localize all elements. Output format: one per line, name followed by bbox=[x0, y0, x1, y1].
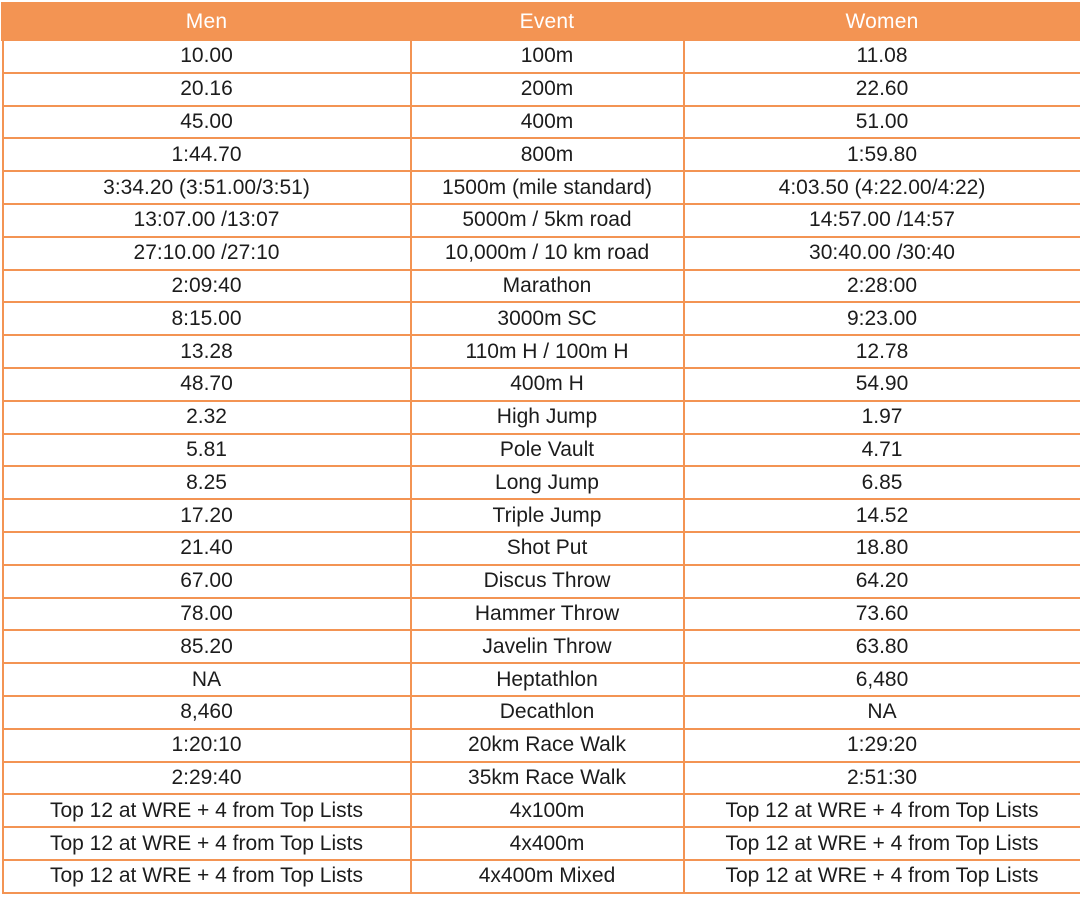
women-standard-cell: Top 12 at WRE + 4 from Top Lists bbox=[684, 794, 1080, 827]
header-event: Event bbox=[411, 4, 684, 40]
men-standard-cell: 20.16 bbox=[3, 73, 411, 106]
men-standard-cell: 8:15.00 bbox=[3, 302, 411, 335]
table-row bbox=[3, 270, 1080, 303]
event-name-cell: 400m bbox=[411, 106, 684, 139]
women-standard-cell: 4:03.50 (4:22.00/4:22) bbox=[684, 171, 1080, 204]
event-name-cell: 4x400m Mixed bbox=[411, 860, 684, 893]
women-standard-cell: 22.60 bbox=[684, 73, 1080, 106]
women-standard-cell: 1.97 bbox=[684, 401, 1080, 434]
men-standard-cell: 27:10.00 /27:10 bbox=[3, 237, 411, 270]
women-standard-cell: 6.85 bbox=[684, 466, 1080, 499]
men-standard-cell: 13:07.00 /13:07 bbox=[3, 204, 411, 237]
table-row bbox=[3, 532, 1080, 565]
event-name-cell: 200m bbox=[411, 73, 684, 106]
table-row bbox=[3, 827, 1080, 860]
men-standard-cell: 3:34.20 (3:51.00/3:51) bbox=[3, 171, 411, 204]
table-row bbox=[3, 466, 1080, 499]
table-row bbox=[3, 565, 1080, 598]
table-row bbox=[3, 630, 1080, 663]
men-standard-cell: 67.00 bbox=[3, 565, 411, 598]
event-name-cell: Javelin Throw bbox=[411, 630, 684, 663]
women-standard-cell: 14:57.00 /14:57 bbox=[684, 204, 1080, 237]
men-standard-cell: NA bbox=[3, 663, 411, 696]
event-name-cell: Shot Put bbox=[411, 532, 684, 565]
table-row bbox=[3, 171, 1080, 204]
event-name-cell: 5000m / 5km road bbox=[411, 204, 684, 237]
women-standard-cell: 63.80 bbox=[684, 630, 1080, 663]
event-name-cell: 20km Race Walk bbox=[411, 729, 684, 762]
men-standard-cell: 2:29:40 bbox=[3, 762, 411, 795]
table-row bbox=[3, 663, 1080, 696]
event-name-cell: Long Jump bbox=[411, 466, 684, 499]
table-row bbox=[3, 237, 1080, 270]
table-row bbox=[3, 696, 1080, 729]
women-standard-cell: 9:23.00 bbox=[684, 302, 1080, 335]
event-name-cell: 400m H bbox=[411, 368, 684, 401]
event-name-cell: 100m bbox=[411, 40, 684, 73]
women-standard-cell: 11.08 bbox=[684, 40, 1080, 73]
header-men: Men bbox=[3, 4, 411, 40]
women-standard-cell: 12.78 bbox=[684, 335, 1080, 368]
table-row bbox=[3, 401, 1080, 434]
table-row bbox=[3, 762, 1080, 795]
event-name-cell: Hammer Throw bbox=[411, 598, 684, 631]
women-standard-cell: 1:29:20 bbox=[684, 729, 1080, 762]
men-standard-cell: 5.81 bbox=[3, 434, 411, 467]
event-name-cell: 1500m (mile standard) bbox=[411, 171, 684, 204]
men-standard-cell: 78.00 bbox=[3, 598, 411, 631]
table-row bbox=[3, 335, 1080, 368]
table-row bbox=[3, 40, 1080, 73]
event-name-cell: 10,000m / 10 km road bbox=[411, 237, 684, 270]
men-standard-cell: 10.00 bbox=[3, 40, 411, 73]
men-standard-cell: 45.00 bbox=[3, 106, 411, 139]
table-row bbox=[3, 860, 1080, 893]
women-standard-cell: 14.52 bbox=[684, 499, 1080, 532]
table-row bbox=[3, 302, 1080, 335]
table-row bbox=[3, 368, 1080, 401]
men-standard-cell: 1:20:10 bbox=[3, 729, 411, 762]
women-standard-cell: 4.71 bbox=[684, 434, 1080, 467]
men-standard-cell: 2.32 bbox=[3, 401, 411, 434]
men-standard-cell: Top 12 at WRE + 4 from Top Lists bbox=[3, 827, 411, 860]
table-row bbox=[3, 106, 1080, 139]
table-row bbox=[3, 434, 1080, 467]
men-standard-cell: 85.20 bbox=[3, 630, 411, 663]
table-row bbox=[3, 204, 1080, 237]
event-name-cell: Triple Jump bbox=[411, 499, 684, 532]
women-standard-cell: 54.90 bbox=[684, 368, 1080, 401]
men-standard-cell: 13.28 bbox=[3, 335, 411, 368]
table-row bbox=[3, 499, 1080, 532]
table-row bbox=[3, 729, 1080, 762]
women-standard-cell: 30:40.00 /30:40 bbox=[684, 237, 1080, 270]
men-standard-cell: 8,460 bbox=[3, 696, 411, 729]
event-name-cell: 3000m SC bbox=[411, 302, 684, 335]
table-row bbox=[3, 73, 1080, 106]
event-name-cell: Marathon bbox=[411, 270, 684, 303]
table-body bbox=[3, 40, 1080, 893]
event-name-cell: 4x100m bbox=[411, 794, 684, 827]
men-standard-cell: 21.40 bbox=[3, 532, 411, 565]
women-standard-cell: Top 12 at WRE + 4 from Top Lists bbox=[684, 860, 1080, 893]
event-name-cell: Decathlon bbox=[411, 696, 684, 729]
men-standard-cell: 2:09:40 bbox=[3, 270, 411, 303]
women-standard-cell: 51.00 bbox=[684, 106, 1080, 139]
header-row bbox=[3, 4, 1080, 40]
women-standard-cell: 2:51:30 bbox=[684, 762, 1080, 795]
men-standard-cell: 48.70 bbox=[3, 368, 411, 401]
event-name-cell: 110m H / 100m H bbox=[411, 335, 684, 368]
men-standard-cell: Top 12 at WRE + 4 from Top Lists bbox=[3, 860, 411, 893]
event-name-cell: 800m bbox=[411, 138, 684, 171]
header-women: Women bbox=[684, 4, 1080, 40]
women-standard-cell: Top 12 at WRE + 4 from Top Lists bbox=[684, 827, 1080, 860]
women-standard-cell: 64.20 bbox=[684, 565, 1080, 598]
women-standard-cell: NA bbox=[684, 696, 1080, 729]
event-name-cell: High Jump bbox=[411, 401, 684, 434]
table-row bbox=[3, 138, 1080, 171]
event-name-cell: Heptathlon bbox=[411, 663, 684, 696]
men-standard-cell: 17.20 bbox=[3, 499, 411, 532]
women-standard-cell: 2:28:00 bbox=[684, 270, 1080, 303]
standards-table bbox=[1, 2, 1080, 894]
event-name-cell: Pole Vault bbox=[411, 434, 684, 467]
women-standard-cell: 6,480 bbox=[684, 663, 1080, 696]
men-standard-cell: 8.25 bbox=[3, 466, 411, 499]
women-standard-cell: 1:59.80 bbox=[684, 138, 1080, 171]
table-row bbox=[3, 598, 1080, 631]
women-standard-cell: 18.80 bbox=[684, 532, 1080, 565]
event-name-cell: 35km Race Walk bbox=[411, 762, 684, 795]
event-name-cell: Discus Throw bbox=[411, 565, 684, 598]
men-standard-cell: Top 12 at WRE + 4 from Top Lists bbox=[3, 794, 411, 827]
women-standard-cell: 73.60 bbox=[684, 598, 1080, 631]
table-row bbox=[3, 794, 1080, 827]
men-standard-cell: 1:44.70 bbox=[3, 138, 411, 171]
event-name-cell: 4x400m bbox=[411, 827, 684, 860]
